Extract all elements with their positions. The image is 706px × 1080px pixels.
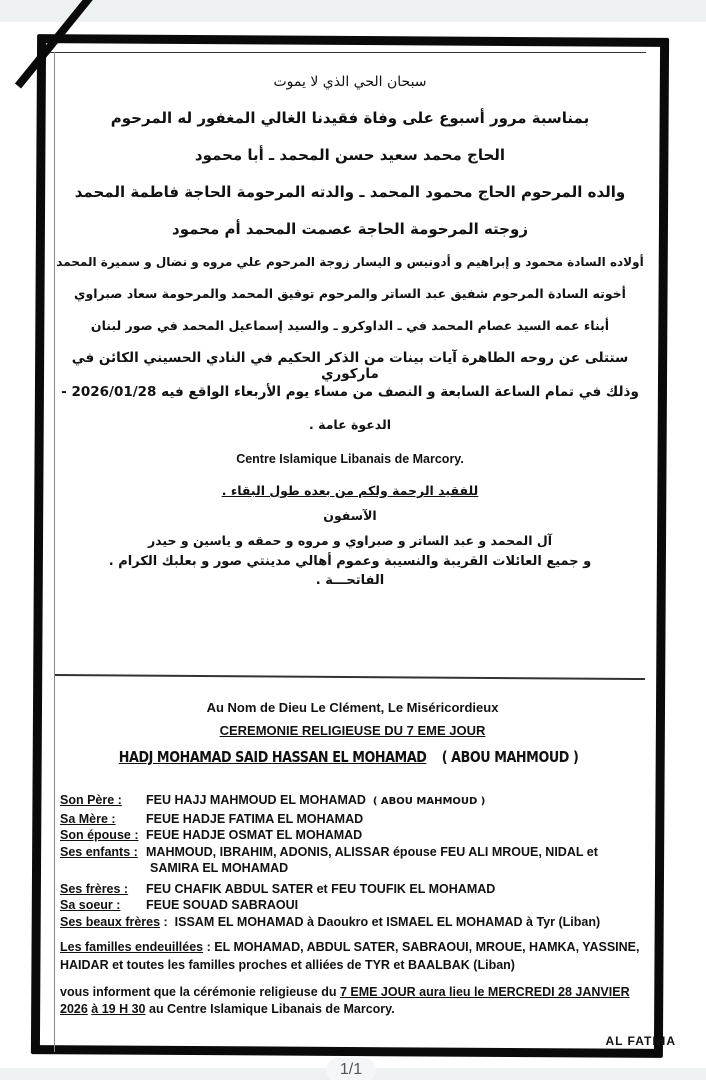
- deceased-name: [55, 748, 579, 766]
- al-fatiha-closing: AL FATIHA: [605, 1034, 676, 1048]
- document-page: [0, 22, 706, 1068]
- relative-value-continued: SAMIRA EL MOHAMAD: [150, 861, 289, 875]
- relative-row: [60, 811, 650, 828]
- relative-value: MAHMOUD, IBRAHIM, ADONIS, ALISSAR épouse FEU ALI MROUE, NIDAL et: [146, 844, 598, 859]
- french-title: Au Nom de Dieu Le Clément, Le Miséricordieux: [206, 700, 499, 715]
- ceremony-announcement: [55, 984, 650, 1018]
- arabic-line: أولاده السادة محمود و إبراهيم و أدونيس و اليسار زوجة المرحوم علي مروه و نضال و سميرة المحمد: [56, 255, 644, 269]
- relative-row: [60, 914, 650, 931]
- arabic-line: والده المرحوم الحاج محمود المحمد ـ والدته المرحومة الحاجة فاطمة المحمد: [74, 183, 626, 201]
- arabic-line: زوجته المرحومة الحاجة عصمت المحمد أم محمود: [172, 220, 528, 238]
- french-subtitle: CEREMONIE RELIGIEUSE DU 7 EME JOUR: [219, 723, 486, 738]
- relative-label: Son épouse :: [60, 828, 139, 842]
- families-label: Les familles endeuillées: [60, 940, 204, 954]
- relative-label: Sa soeur :: [60, 898, 121, 912]
- relative-row: [60, 897, 650, 914]
- relative-value: FEUE HADJE OSMAT EL MOHAMAD: [146, 828, 363, 842]
- ceremony-location: au Centre Islamique Libanais de Marcory.: [145, 1002, 395, 1016]
- arabic-line: ستتلى عن روحه الطاهرة آيات بينات من الذكر الحكيم في النادي الحسيني الكائن في ماركوري: [71, 350, 629, 382]
- arabic-line: أخوته السادة المرحوم شفيق عبد الساتر والمرحوم توفيق المحمد والمرحومة سعاد صبراوي: [74, 286, 626, 301]
- frame-inner-line: [46, 52, 646, 53]
- arabic-date-line: وذلك في تمام الساعة السابعة و النصف من مساء يوم الأربعاء الواقع فيه 2026/01/28 -: [61, 384, 639, 400]
- relative-row: [60, 792, 650, 811]
- ceremony-time: à 19 H 30: [91, 1002, 146, 1016]
- arabic-families-line: آل المحمد و عبد الساتر و صبراوي و مروه و حمقه و ياسين و حيدر: [147, 533, 553, 548]
- relative-row: [60, 844, 650, 861]
- relative-label: Ses beaux frères: [60, 914, 161, 929]
- families-text: : EL MOHAMAD, ABDUL SATER, SABRAOUI, MROUE, HAMKA, YASSINE, HAIDAR et toutes les familles proches et alliées de TYR et BAALBAK (Liban): [60, 940, 640, 972]
- arabic-line: أبناء عمه السيد عصام المحمد في ـ الداوكرو ـ والسيد إسماعيل المحمد في صور لبنان: [90, 318, 610, 333]
- announcement-text: vous informent que la cérémonie religieuse du: [60, 985, 340, 999]
- arabic-fatiha: الفاتحـــة .: [315, 573, 385, 588]
- ceremony-date: 7 EME JOUR aura lieu le MERCREDI 28 JANVIER 2026: [60, 985, 630, 1016]
- relative-value: FEUE HADJE FATIMA EL MOHAMAD: [146, 811, 364, 826]
- arabic-section: [55, 62, 645, 588]
- relative-label: Ses frères :: [60, 881, 129, 896]
- relative-row: [60, 827, 650, 844]
- relative-value: FEU HAJJ MAHMOUD EL MOHAMAD ( ABOU MAHMOUD ): [146, 793, 486, 807]
- deceased-alias: ( ABOU MAHMOUD ): [441, 748, 579, 766]
- relative-label: Son Père :: [60, 793, 122, 807]
- bereaved-families: [55, 938, 650, 974]
- arabic-line: بمناسبة مرور أسبوع على وفاة فقيدنا الغالي المغفور له المرحوم: [110, 109, 590, 127]
- arabic-condolence: للفقيد الرحمة ولكم من بعده طول البقاء .: [221, 483, 479, 498]
- page-indicator: 1/1: [326, 1058, 376, 1080]
- centre-name: Centre Islamique Libanais de Marcory.: [236, 452, 464, 466]
- relative-row: [60, 881, 650, 898]
- relative-value: FEU CHAFIK ABDUL SATER et FEU TOUFIK EL MOHAMAD: [146, 881, 496, 896]
- relative-value: FEUE SOUAD SABRAOUI: [146, 898, 299, 912]
- arabic-families-line: و جميع العائلات القريبة والنسيبة وعموم أهالي مدينتي صور و بعلبك الكرام .: [108, 554, 592, 569]
- arabic-heading: سبحان الحي الذي لا يموت: [273, 74, 427, 90]
- deceased-name-text: HADJ MOHAMAD SAID HASSAN EL MOHAMAD: [118, 748, 427, 766]
- relatives-list: [55, 792, 650, 930]
- french-section: [55, 700, 650, 1018]
- arabic-deceased-name: الحاج محمد سعيد حسن المحمد ـ أبا محمود: [194, 146, 506, 164]
- arabic-mourners-label: الآسفون: [323, 508, 377, 523]
- viewer-top-bar: [0, 0, 706, 22]
- relative-value: : ISSAM EL MOHAMAD à Daoukro et ISMAEL EL MOHAMAD à Tyr (Liban): [160, 914, 601, 929]
- relative-label: Ses enfants :: [60, 844, 138, 859]
- arabic-line: الدعوة عامة .: [309, 417, 391, 432]
- relative-label: Sa Mère :: [60, 811, 116, 826]
